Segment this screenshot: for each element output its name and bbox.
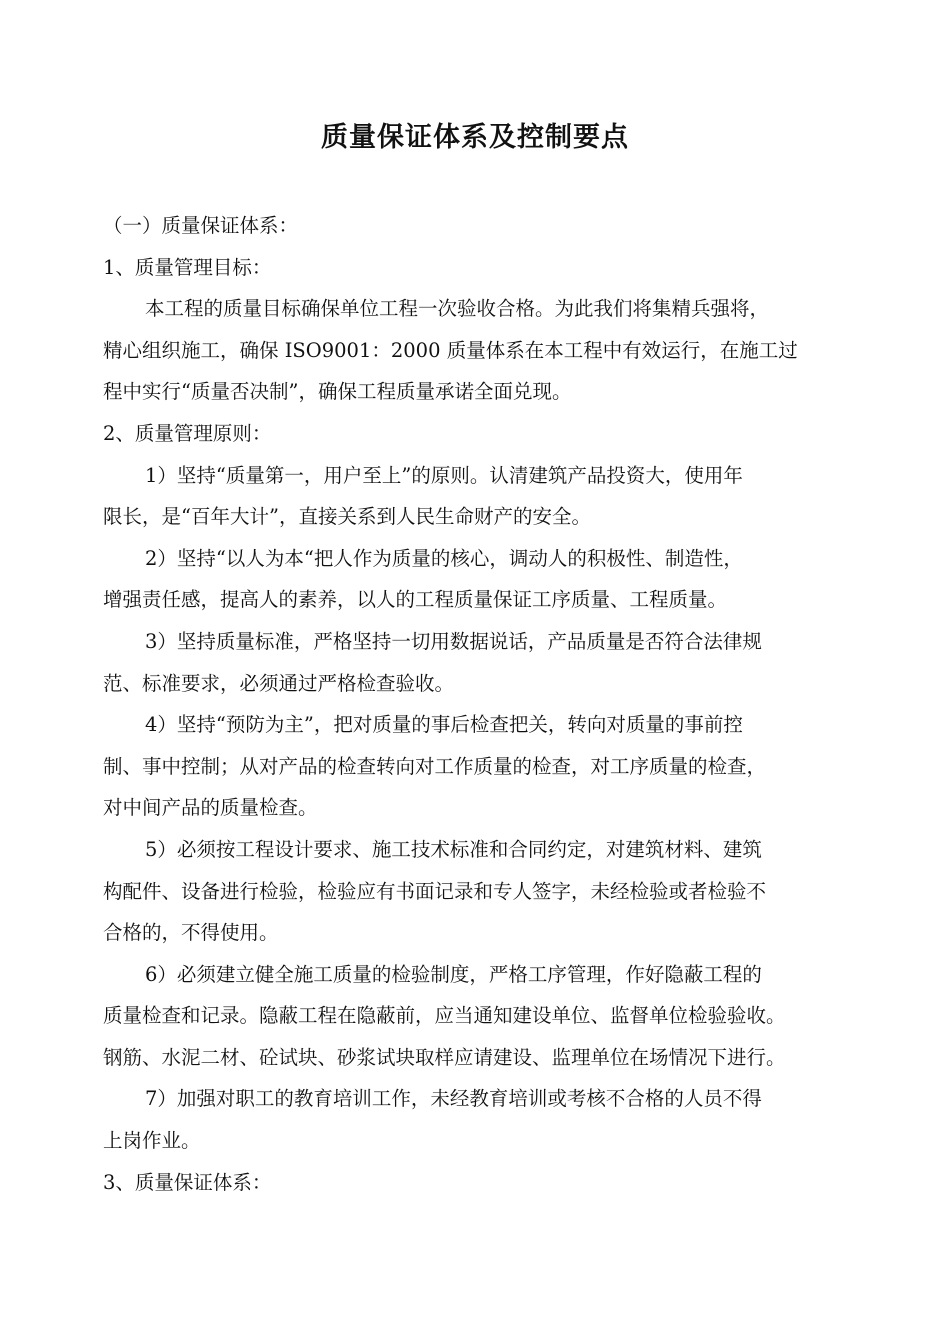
principle-3-line: 3）坚持质量标准，严格坚持一切用数据说话，产品质量是否符合法律规 <box>145 629 762 653</box>
principle-4-line: 对中间产品的质量检查。 <box>103 796 318 820</box>
principle-2-line: 2）坚持“以人为本“把人作为质量的核心，调动人的积极性、制造性， <box>145 546 743 570</box>
principle-7-line: 上岗作业。 <box>103 1129 201 1153</box>
principle-5-line: 5）必须按工程设计要求、施工技术标准和合同约定，对建筑材料、建筑 <box>145 837 762 861</box>
principle-7-line: 7）加强对职工的教育培训工作，未经教育培训或考核不合格的人员不得 <box>145 1087 762 1111</box>
section-heading: （一）质量保证体系： <box>103 214 299 237</box>
principle-1-line: 限长，是“百年大计”，直接关系到人民生命财产的安全。 <box>103 505 591 529</box>
principle-6-line: 质量检查和记录。隐蔽工程在隐蔽前，应当通知建设单位、监督单位检验验收。 <box>103 1004 786 1028</box>
principle-1-line: 1）坚持“质量第一，用户至上”的原则。认清建筑产品投资大，使用年 <box>145 463 743 487</box>
paragraph-line: 程中实行“质量否决制”，确保工程质量承诺全面兑现。 <box>103 380 572 404</box>
principle-2-line: 增强责任感，提高人的素养，以人的工程质量保证工序质量、工程质量。 <box>103 588 728 612</box>
paragraph-line: 本工程的质量目标确保单位工程一次验收合格。为此我们将集精兵强将， <box>145 297 770 321</box>
document-body <box>103 205 883 1203</box>
principle-4-line: 4）坚持“预防为主”，把对质量的事后检查把关，转向对质量的事前控 <box>145 713 743 737</box>
item-heading-2: 2、质量管理原则： <box>103 421 272 445</box>
principle-4-line: 制、事中控制；从对产品的检查转向对工作质量的检查，对工序质量的检查， <box>103 754 767 778</box>
principle-5-line: 合格的，不得使用。 <box>103 921 279 945</box>
principle-3-line: 范、标准要求，必须通过严格检查验收。 <box>103 671 455 695</box>
item-heading-3: 3、质量保证体系： <box>103 1170 272 1194</box>
principle-5-line: 构配件、设备进行检验，检验应有书面记录和专人签字，未经检验或者检验不 <box>103 879 767 903</box>
page-title: 质量保证体系及控制要点 <box>321 122 629 153</box>
item-heading-1: 1、质量管理目标： <box>103 255 272 279</box>
paragraph-line: 精心组织施工，确保 ISO9001：2000 质量体系在本工程中有效运行，在施工过 <box>103 338 798 362</box>
principle-6-line: 6）必须建立健全施工质量的检验制度，严格工序管理，作好隐蔽工程的 <box>145 962 762 986</box>
principle-6-line: 钢筋、水泥二材、砼试块、砂浆试块取样应请建设、监理单位在场情况下进行。 <box>103 1045 786 1069</box>
